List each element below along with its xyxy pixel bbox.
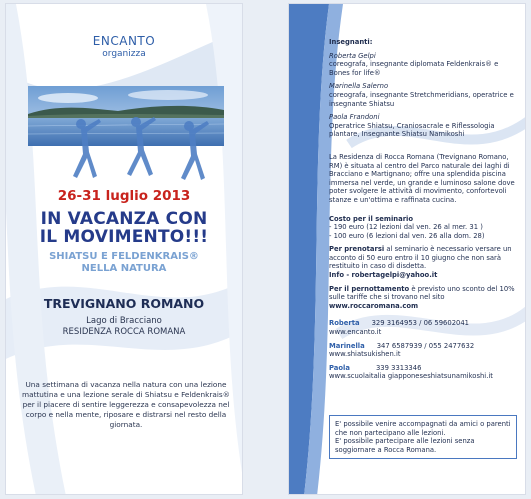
organizer-name: ENCANTO [92, 34, 156, 48]
cost-title: Costo per il seminario [329, 214, 414, 223]
cost-option-1: - 190 euro (12 lezioni dal ven. 26 al mer. 31 ) [329, 223, 483, 232]
note-1: E' possibile venire accompagnati da amici o parenti che non partecipano alle lezioni. [335, 420, 511, 437]
teacher-name: Paola Frandoni [329, 113, 380, 122]
stay-label: Per il pernottamento [329, 284, 410, 293]
contact-entry [329, 342, 515, 359]
location-title: TREVIGNANO ROMANO [43, 296, 205, 311]
contact-website-link[interactable]: www.scuolaitalia giapponeseshiatsunamikoshi.it [329, 372, 493, 381]
teacher-entry [329, 52, 515, 78]
event-dates: 26-31 luglio 2013 [57, 188, 191, 204]
organizer-subtitle: organizza [102, 49, 146, 59]
teacher-name: Marinella Salerno [329, 82, 389, 91]
booking-label: Per prenotarsi [329, 245, 385, 254]
stay-website-link[interactable]: www.roccaromana.com [329, 301, 419, 310]
organizer-block [6, 34, 242, 59]
booking-text: al seminario è necessario versare un acconto di 50 euro entro il 10 giugno che non sarà restituito in caso di disdetta. [329, 245, 512, 271]
flyer-back-panel [288, 3, 526, 495]
residence-description: La Residenza di Rocca Romana (Trevignano Romano, RM) è situata al centro del Parco naturale dei laghi di Bracciano e Martignano; offre una splendida piscina immersa nel verde, un grande e luminoso salone dove poter svolgere le attività di movimento, confortevoli stanze e un'ottima e raffinata cucina. [329, 152, 515, 204]
teacher-role: coreografa, insegnante diplomata Feldenkrais® e Bones for life® [329, 60, 499, 77]
teacher-entry [329, 113, 515, 139]
teachers-title: Insegnanti: [329, 38, 373, 46]
venue-line-2: RESIDENZA ROCCA ROMANA [62, 327, 186, 337]
note-2: E' possibile partecipare alle lezioni senza soggiornare a Rocca Romana. [335, 437, 475, 454]
cost-block [329, 215, 515, 241]
contact-entry [329, 319, 515, 336]
contact-name: Paola [329, 363, 350, 372]
main-headline [6, 210, 242, 246]
teacher-entry [329, 82, 515, 108]
teacher-role: coreografa, insegnante Stretchmeridians, operatrice e insegnante Shiatsu [329, 90, 514, 108]
headline-line-1: IN VACANZA CON [40, 209, 208, 229]
booking-block [329, 245, 515, 279]
contact-phone: 329 3164953 / 06 59602041 [371, 319, 469, 328]
subhead-line-2: NELLA NATURA [81, 263, 167, 274]
intro-paragraph: Una settimana di vacanza nella natura con una lezione mattutina e una lezione serale di Shiatsu e Feldenkrais® per il piacere di sentire leggerezza e consapevolezza nel corpo e nella mente, riposare e distrarsi nel resto della giornata. [22, 380, 230, 429]
stay-text: è previsto uno sconto del 10% sulle tariffe che si trovano nel sito [329, 284, 515, 302]
back-content [289, 4, 525, 381]
teacher-role: Operatrice Shiatsu, Craniosacrale e Riflessologia plantare, Insegnante Shiatsu Namikoshi [329, 121, 495, 139]
contact-name: Roberta [329, 319, 360, 328]
flyer-front-panel [5, 3, 243, 495]
stay-block [329, 285, 515, 311]
contact-phone: 347 6587939 / 055 2477632 [376, 341, 475, 350]
venue-block [6, 316, 242, 338]
venue-line-1: Lago di Bracciano [86, 316, 162, 326]
contact-entry [329, 364, 515, 381]
info-email[interactable]: Info - robertagelpi@yahoo.it [329, 271, 438, 280]
contact-phone: 339 3313346 [375, 363, 422, 372]
dancers-illustration [61, 114, 211, 184]
subhead-line-1: SHIATSU E FELDENKRAIS® [49, 251, 199, 262]
subheadline [6, 251, 242, 275]
notes-box [329, 415, 517, 459]
cost-option-2: - 100 euro (6 lezioni dal ven. 26 alla dom. 28) [329, 231, 485, 240]
contact-website-link[interactable]: www.encanto.it [329, 328, 382, 337]
contact-name: Marinella [329, 341, 365, 350]
contact-website-link[interactable]: www.shiatsukishen.it [329, 350, 401, 359]
teacher-name: Roberta Gelpi [329, 51, 376, 60]
headline-line-2: IL MOVIMENTO!!! [39, 227, 209, 247]
